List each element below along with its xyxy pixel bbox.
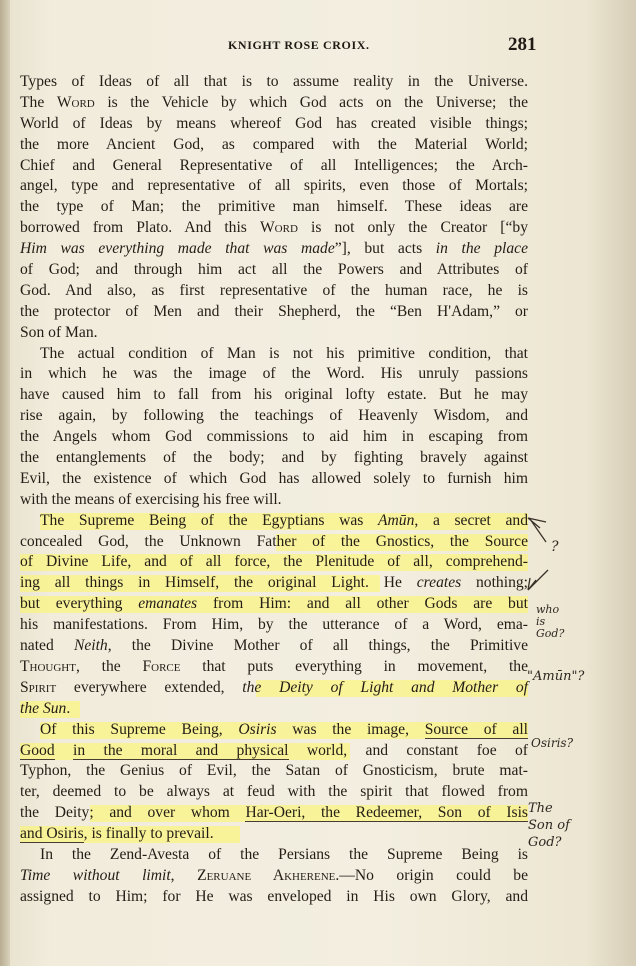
text-line: the more Ancient God, as compared with the Material World; [20,135,528,153]
text-line: the Deity; and over whom Har-Oeri, the Redeemer, Son of Isis [20,804,528,822]
text-line: Time without limit, Zeruane Akherene.—No origin could be [20,866,529,884]
page-number: 281 [508,34,537,55]
margin-question-mark: ? [551,539,559,555]
text-line: but everything emanates from Him: and all other Gods are but [20,595,528,613]
text-line: have caused him to fall from his original lofty estate. But he may [20,386,528,404]
text-line: borrowed from Plato. And this Word is not only the Creator [“by [20,219,528,237]
body-text [20,72,528,908]
arrow-icon [528,518,546,542]
text-line: The Word is the Vehicle by which God acts on the Universe; the [20,93,528,111]
text-line: with the means of exercising his free will. [20,490,282,508]
text-line: The actual condition of Man is not his primitive condition, that [40,344,528,362]
arrow-icon [528,570,548,590]
text-line: the Sun. [20,699,528,720]
running-header [0,36,636,58]
text-line: his manifestations. From Him, by the utterance of a Word, ema- [20,616,528,634]
text-line: The Supreme Being of the Egyptians was Amūn, a secret and [40,511,528,529]
margin-note-amun: "Amūn"? [527,669,585,684]
text-line: Evil, the existence of which God has allowed solely to furnish him [20,469,528,487]
margin-note-son-of-god: The Son of God? [528,801,570,850]
text-line: Types of Ideas of all that is to assume reality in the Universe. [20,73,528,90]
text-line: concealed God, the Unknown Father of the Gnostics, the Source [20,532,528,550]
text-line: the protector of Men and their Shepherd, the “Ben H'Adam,” or [20,302,528,320]
text-line: of God; and through him act all the Powers and Attributes of [20,261,528,279]
page-gutter-shadow [0,0,10,966]
text-line: the Angels whom God commissions to aid him in escaping from [20,428,528,446]
running-title: KNIGHT ROSE CROIX. [228,38,370,52]
margin-note-who-is-god: who is God? [536,603,565,640]
text-line: ing all things in Himself, the original Light. He creates nothing; [20,574,528,592]
text-line: nated Neith, the Divine Mother of all things, the Primitive [20,637,528,655]
text-line: of Divine Life, and of all force, the Plenitude of all, comprehend- [20,553,528,571]
text-line: Chief and General Representative of all Intelligences; the Arch- [20,156,528,174]
text-line: Thought, the Force that puts everything in movement, the [20,657,529,675]
text-line: Typhon, the Genius of Evil, the Satan of Gnosticism, brute mat- [20,762,528,780]
text-line: Of this Supreme Being, Osiris was the image, Source of all [40,720,528,738]
text-line: In the Zend-Avesta of the Persians the Supreme Being is [40,845,528,863]
text-line: ter, deemed to be always at feud with the spirit that flowed from [20,783,528,801]
text-line: angel, type and representative of all spirits, even those of Mortals; [20,177,528,195]
text-line: Spirit everywhere extended, the Deity of Light and Mother of [20,678,528,696]
text-line: God. And also, as first representative of the human race, he is [20,281,528,299]
text-line: Him was everything made that was made”], but acts in the place [20,240,528,258]
text-line: and Osiris, is finally to prevail. [20,824,528,845]
text-line: assigned to Him; for He was enveloped in His own Glory, and [20,887,528,905]
text-line: World of Ideas by means whereof God has created visible things; [20,114,528,132]
text-line: the entanglements of the body; and by fighting bravely against [20,449,528,467]
text-line: in which he was the image of the Word. His unruly passions [20,365,528,383]
text-line: rise again, by following the teachings of Heavenly Wisdom, and [20,407,528,425]
margin-note-osiris: Osiris? [531,736,573,750]
text-line: Good in the moral and physical world, and constant foe of [20,741,528,759]
text-line: the type of Man; the primitive man himself. These ideas are [20,198,528,216]
text-line: Son of Man. [20,323,98,341]
